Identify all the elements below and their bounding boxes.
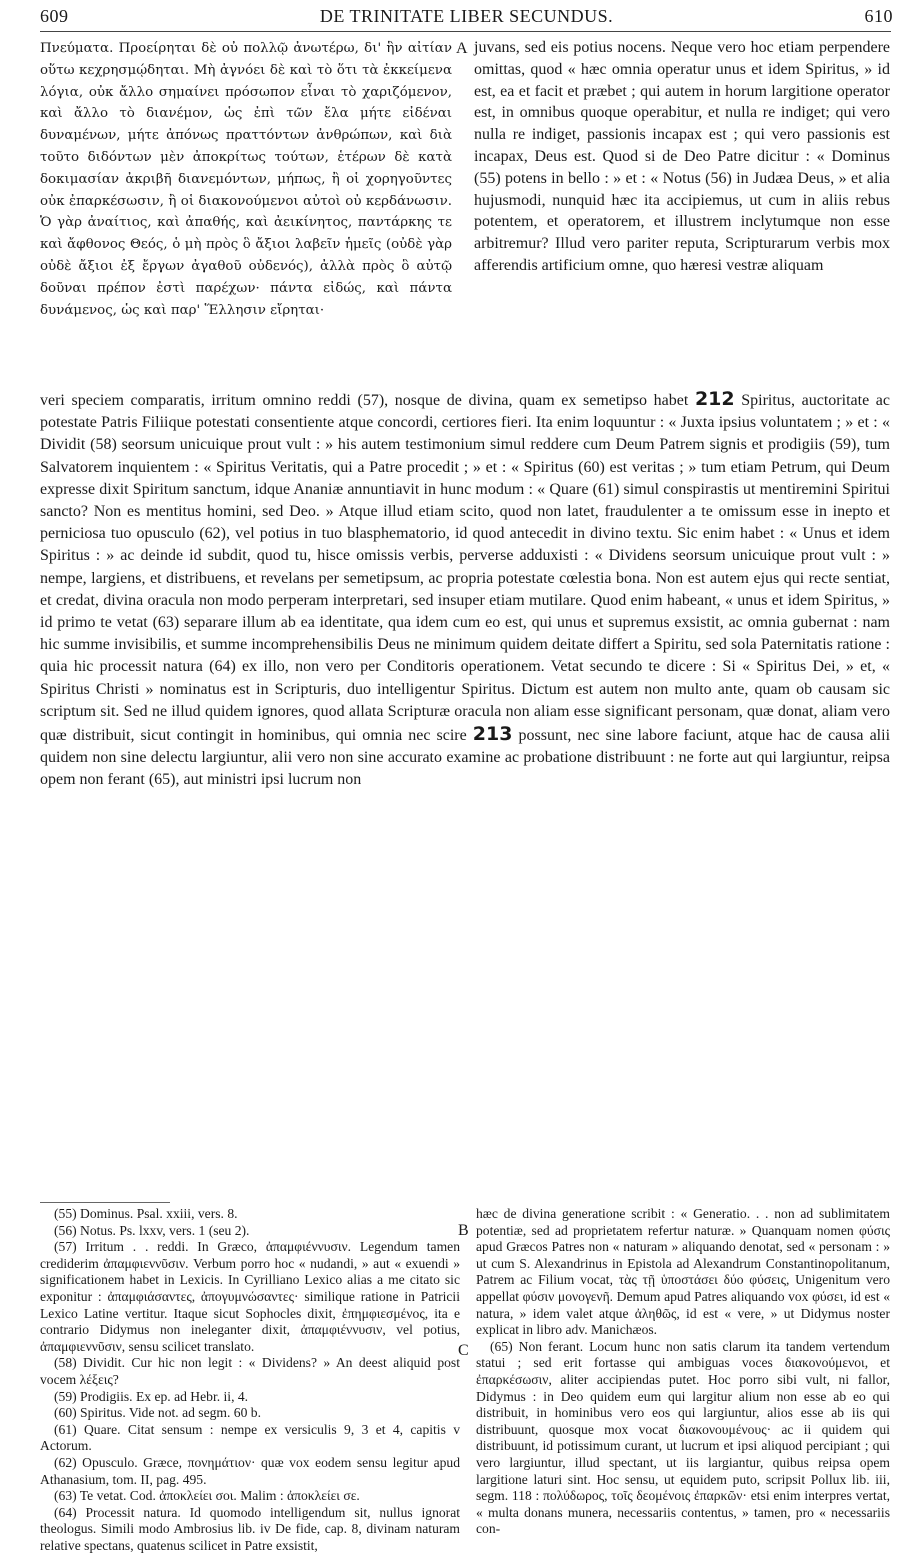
left-page-number: 609 xyxy=(40,6,69,26)
page-marker-212: 212 xyxy=(694,388,735,410)
latin-column-text: juvans, sed eis potius nocens. Neque vero hoc etiam perpendere omittas, quod « hæc omnia operatur unus et idem Spiritus, » id est, ea et facit et præbet ; qui autem in horum largitione operator est, in omnibus quoque operabitur, et nulla re indiget; qui vero nulla re indiget, passionis incapax est ; qui vero passionis est incapax, Deus est. Quod si de Deo Patre dicitur : « Dominus (55) potens in bello : » et : « Notus (56) in Judæa Deus, » et alia hujusmodi, nunquid hæc ita accipiemus, ut cum in aliis rebus potentem, et operatorem, et illustrem inclytumque non esse arbitremur? Illud vero pariter reputa, Scripturarum verbis mox afferendis artificium omne, quo hæresi vestræ aliquam xyxy=(474,39,890,274)
footnote-60: (60) Spiritus. Vide not. ad segm. 60 b. xyxy=(54,1405,261,1421)
header-rule xyxy=(40,31,891,32)
latin-full-width-text xyxy=(40,388,890,792)
page-marker-213: 213 xyxy=(472,723,513,746)
footnote-64-continued: hæc de divina generatione scribit : « Generatio. . . non ad sublimitatem potentiæ, sed ad proprietatem refertur naturæ. » Quanquam nomen φύσις apud Græcos Patres non « naturam » aliquando denotat, sed « personam : » ut cum S. Alexandrinus in Epistola ad Alexandrum Constantinopolitanum, Patrem ac Filium vocat, τὰς τῇ ὑποστάσει δύο φύσεις, Unigenitum vero appellat φύσιν μονογενῆ. Demum apud Patres aliquando vox φύσει, id est « natura, » idem valet atque ἀληθῶς, id est « vere, » ut Didymus noster explicat in libro adv. Manichæos. xyxy=(476,1206,890,1338)
footnotes-right-column xyxy=(476,1206,890,1538)
column-marker-a: A xyxy=(456,40,468,57)
column-marker-c: C xyxy=(458,1342,469,1359)
footnote-59: (59) Prodigiis. Ex ep. ad Hebr. ii, 4. xyxy=(54,1388,249,1404)
running-title: DE TRINITATE LIBER SECUNDUS. xyxy=(319,6,614,26)
page-header xyxy=(40,6,893,30)
full-text-part3: possunt, nec sine labore faciunt, atque hac de causa alii quidem non sine delectu largiuntur, alii vero non sine accurato examine ac probatione distribuunt : ne forte aut qui largiuntur, reipsa opem non ferant (65), aut ministri ipsi lucrum non xyxy=(40,727,891,789)
full-text-part2: Spiritus, auctoritate ac potestate Patris Filiique potestati consentiente atque concordi, certiores fieri. Ita enim loquuntur : « Juxta ipsius voluntatem ; » et : « Dividit (58) seorsum unicuique prout vult : » his autem testimonium simul reddere cum Deum Patrem signis et prodigiis (59), tum Salvatorem inquientem : « Spiritus Veritatis, qui a Patre procedit ; » et : « Spiritus (60) est veritas ; » tum etiam Petrum, qui Deum expresse dixit Spiritum sanctum, idque Ananiæ annuntiavit in hunc modum : « Quare (61) simul conspirastis ut mentiremini Spiritui sancto? Non es mentitus homini, sed Deo. » Atque illud etiam scito, quod non latet, fraudulenter a te omissum esse in inepto et perniciosa tuo opusculo (62), vel potius in tuo blasphematorio, id quod antecedit in divino textu. Sic enim habet : « Unus et idem Spiritus : » ac deinde id subdit, quod tu, hisce omissis verbis, perverse adduxisti : « Dividens seorsum unicuique prout vult : » nempe, largiens, et distribuens, et revelans per semetipsum, ac propria potestate cœlestia bona. Non est autem ejus qui recte sentiat, et credat, divina oracula non modo perperam interpretari, sed insuper etiam mutilare. Quod enim habeant, « unus et idem Spiritus, » id primo te vetat (63) separare illum ab ea identitate, qua idem cum eo est, qui unus et supremus exsistit, ac omnia gubernat : nam hic summe invisibilis, et summe incomprehensibilis Deus ne minimum quidem deitate differt a Spiritu, sed sola Paternitatis ratione : quia hic processit natura (64) ex illo, non vero per Conditoris operationem. Vetat secundo te dicere : Si « Spiritus Dei, » et, « Spiritus Christi » nominatus est in Scripturis, duo intelligentur Spiritus. Dictum est autem non multo ante, quam ob causam sic scriptum sit. Sed ne illud quidem ignores, quod allata Scripturæ oracula non aliam esse significant personam, quæ donat, aliam vero quæ distribuit, sicut contingit in hominibus, qui omnia nec scire xyxy=(40,392,891,745)
footnotes-left-column xyxy=(40,1206,460,1554)
footnote-58: (58) Dividit. Cur hic non legit : « Dividens? » An deest aliquid post vocem λέξεις? xyxy=(40,1355,460,1387)
footnote-63: (63) Te vetat. Cod. ἀποκλείει σοι. Malim : ἀποκλείει σε. xyxy=(54,1488,360,1504)
right-page-number: 610 xyxy=(864,6,893,26)
column-marker-b: B xyxy=(458,1222,469,1239)
footnote-55: (55) Dominus. Psal. xxiii, vers. 8. xyxy=(54,1206,238,1221)
footnote-61: (61) Quare. Citat sensum : nempe ex versiculis 9, 3 et 4, capitis v Actorum. xyxy=(40,1421,460,1454)
greek-column-text: Πνεύματα. Προείρηται δὲ οὐ πολλῷ ἀνωτέρω, δι' ἣν αἰτίαν οὕτω κεχρησμῴδηται. Μὴ ἀγνόει δὲ καὶ τὸ ὅτι τὰ ἐκκείμενα λόγια, οὐκ ἄλλο σημαίνει πρόσωπον εἶναι τὸ χαριζόμενον, καὶ ἄλλο τὸ διανέμον, ὡς ἐπὶ τῶν ἔλα μήτε εἰδέναι δυναμένων, μήτε ἀπόνως πραττόντων ἀνθρώπων, καὶ διὰ τοῦτο διδόντων μὲν ἀποκρίτως τούτων, ἑτέρων δὲ κατὰ δοκιμασίαν ἀκριβῆ διανεμόντων, μήπως, ἢ οἱ χορηγοῦντες οὐκ ἐπαρκέσωσιν, ἢ οἱ διακονούμενοι αὐτοὶ οὐ κερδάνωσιν. Ὁ γὰρ ἀναίτιος, καὶ ἀπαθής, καὶ ἀεικίνητος, παντάρκης τε καὶ ἄφθονος Θεός, ὁ μὴ πρὸς ὃ ἄξιοι λαβεῖν ἡμεῖς (οὐδὲ γὰρ οὐδὲ ἄξιοι ἐξ ἔργων ἀγαθοῦ οὐδενός), ἀλλὰ πρὸς ὃ αὐτῷ δοῦναι πρέπον ἐστὶ παρέχων· πάντα εἰδώς, καὶ πάντα δυνάμενος, ὡς καὶ παρ' Ἕλλησιν εἴρηται· xyxy=(40,41,452,318)
footnote-57: (57) Irritum . . reddi. In Græco, ἀπαμφιέννυσιν. Legendum tamen crediderim ἀπαμφιεννῦσιν. Verbum porro hoc « nudandi, » aut « exuendi » significationem habet in Lexicis. In Cyrilliano Lexico alias a me citato sic exponitur : ἀπαμφιάσαντες, ἀπογυμνώσαντες· similique ratione in Patricii Lexico Latine vertitur. Itaque sicut Sophocles dixit, ἐπημφιεσμένος, ita e contrario Didymus non ineleganter dixit, ἀπαμφιέννυσιν, vel potius, ἀπαμφιεννῦσιν, sensu scilicet translato. xyxy=(40,1239,460,1354)
footnote-62: (62) Opusculo. Græce, πονημάτιον· quæ vox eodem sensu legitur apud Athanasium, tom. II, pag. 495. xyxy=(40,1454,460,1487)
full-text-part1: veri speciem comparatis, irritum omnino reddi (57), nosque de divina, quam ex semetipso habet xyxy=(40,392,689,409)
footnote-separator xyxy=(40,1202,170,1203)
footnote-56: (56) Notus. Ps. lxxv, vers. 1 (seu 2). xyxy=(54,1222,250,1238)
footnote-65: (65) Non ferant. Locum hunc non satis clarum ita tandem vertendum statui ; sed erit fortasse qui ambiguas voces διακονούμενοι, et ἐπαρκέσωσιν, aliter accipiendas putet. Hoc porro sibi vult, ni fallor, Didymus : in Deo quidem eum qui largitur alium non esse ab eo qui distribuit, in hominibus vero eos qui largiuntur, alios esse ab iis qui distribuunt, quosque mox vocat διακονουμένους· ac ii quidem qui distribuunt, id potissimum curant, ut lucrum et ipsi aliquod percipiant ; qui vero largiuntur, illud spectant, ut iis largiantur, quibus reipsa opem largitione laturi sint. Hoc sensu, ut equidem puto, scripsit Pollux lib. iii, segm. 118 : πολύδωρος, τοῖς δεομένοις ἐπαρκῶν· etsi enim interpres vertat, « multa donans munera, necessariis contentus, » tamen, pro « necessariis con- xyxy=(476,1338,890,1537)
footnote-64: (64) Processit natura. Id quomodo intelligendum sit, nullus ignorat theologus. Simili modo Ambrosius lib. iv De fide, cap. 8, divinam naturam relative spectans, quatenus scilicet in Patre exsistit, xyxy=(40,1504,460,1553)
